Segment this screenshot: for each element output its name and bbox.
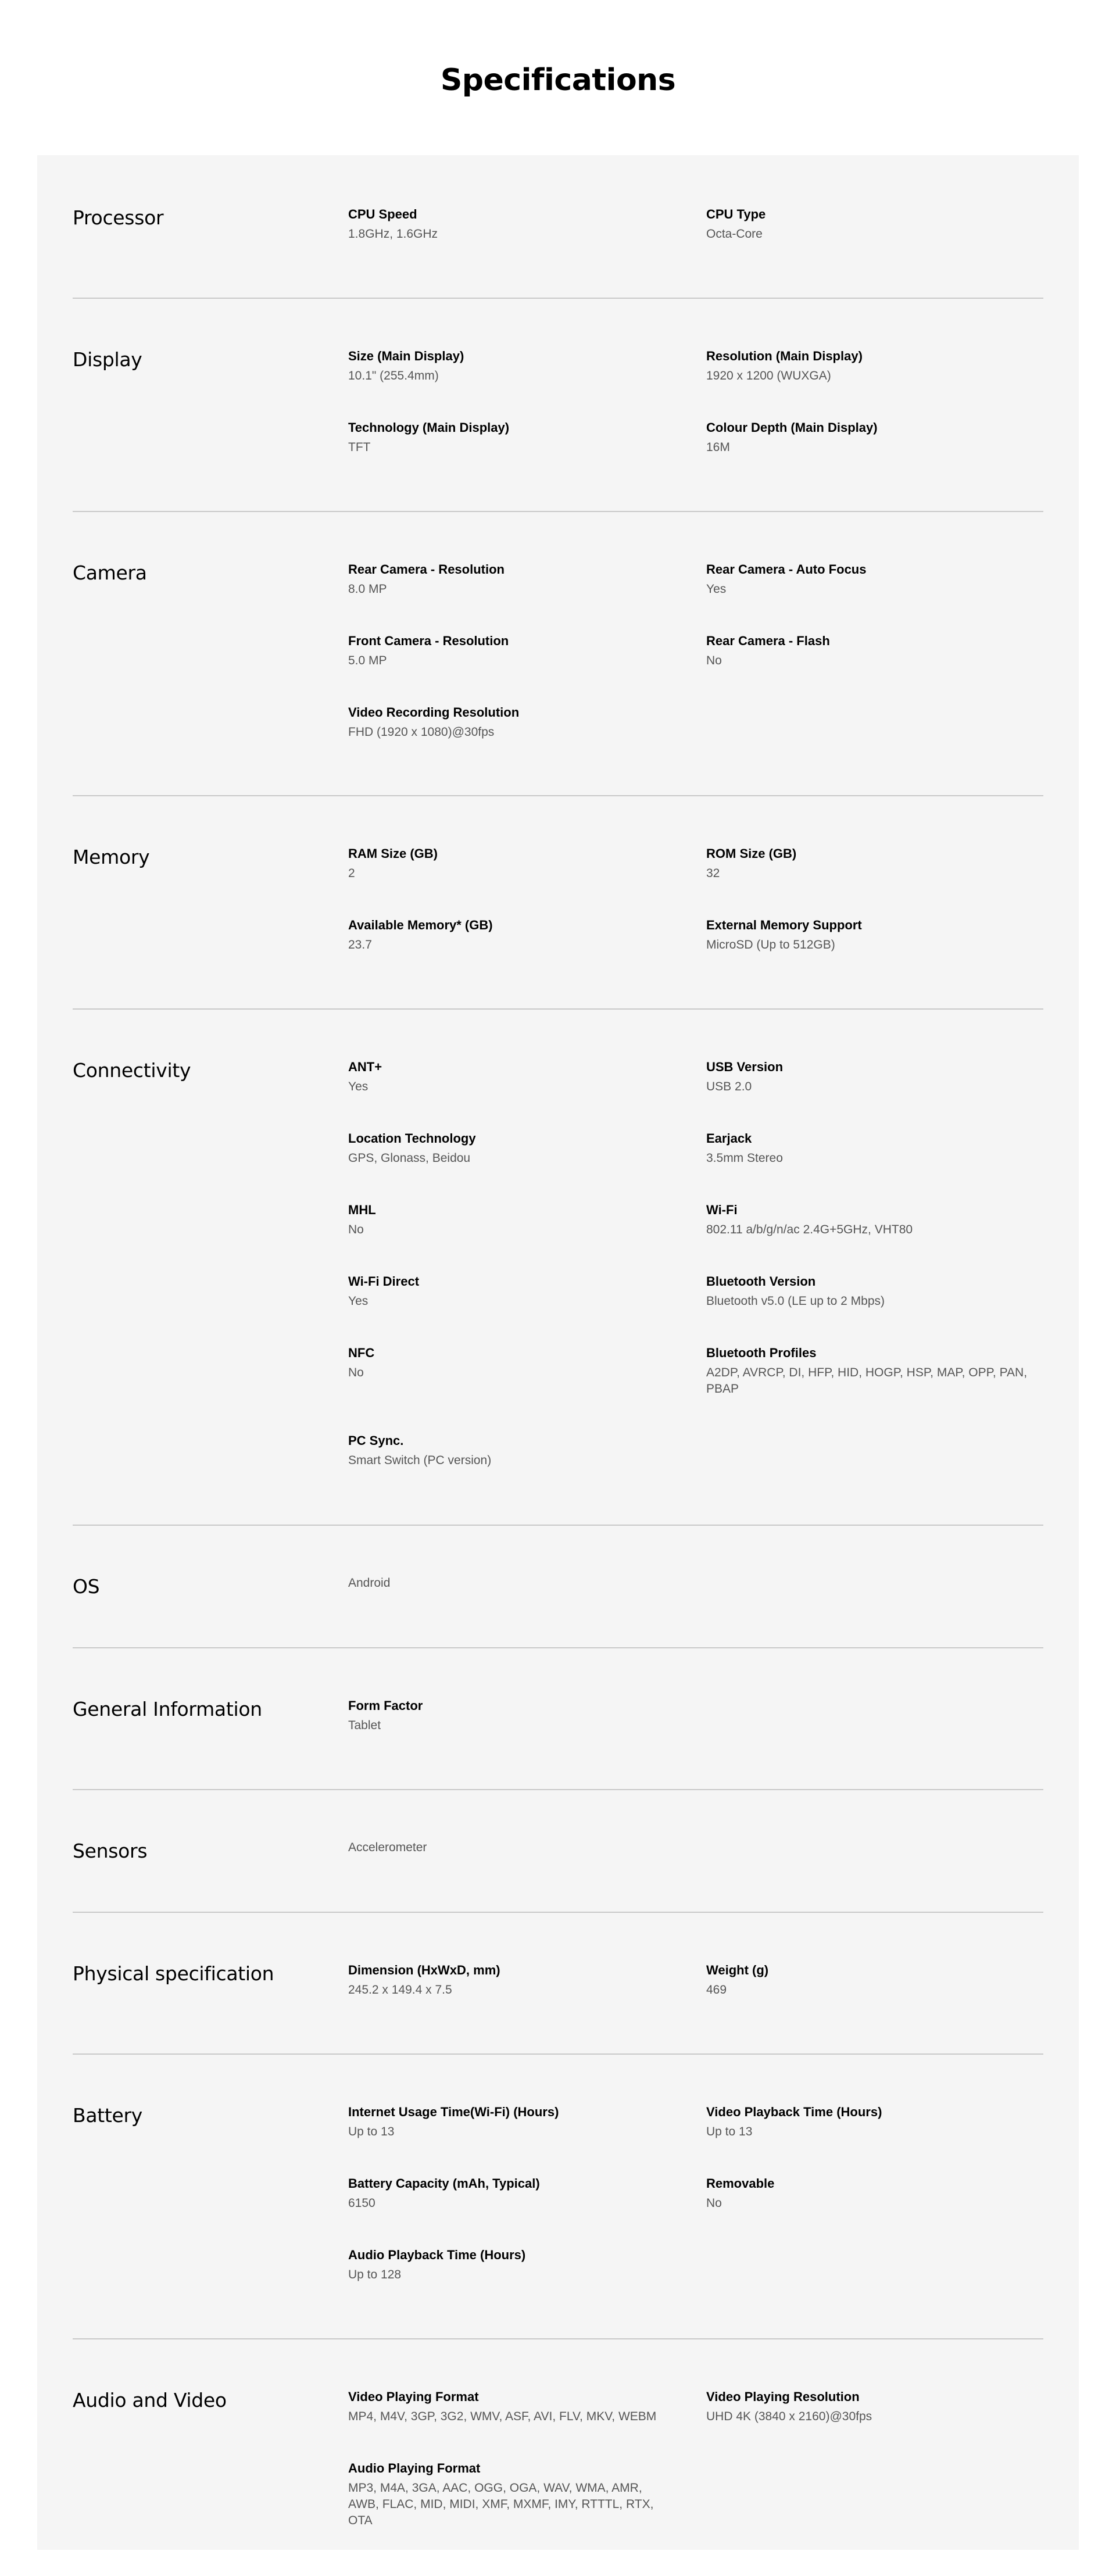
- spec-label: Front Camera - Resolution: [348, 634, 509, 648]
- spec-video-playback-time: [706, 2104, 1032, 2140]
- spec-label: Video Playing Format: [348, 2389, 479, 2404]
- spec-value: No: [706, 2196, 722, 2210]
- spec-value: A2DP, AVRCP, DI, HFP, HID, HOGP, HSP, MAP, OPP, PAN, PBAP: [706, 1366, 1028, 1396]
- spec-label: Dimension (HxWxD, mm): [348, 1963, 500, 1977]
- spec-value: USB 2.0: [706, 1080, 752, 1093]
- spec-label: Video Playing Resolution: [706, 2389, 860, 2404]
- spec-label: ROM Size (GB): [706, 846, 797, 861]
- spec-value: TFT: [348, 441, 371, 454]
- spec-label: ANT+: [348, 1060, 382, 1074]
- section-divider: [73, 1789, 1043, 1790]
- spec-cpu-type: [706, 206, 1032, 242]
- section-divider: [73, 2053, 1043, 2055]
- spec-label: PC Sync.: [348, 1433, 404, 1448]
- spec-label: Audio Playback Time (Hours): [348, 2248, 526, 2262]
- spec-bluetooth-profiles: [706, 1345, 1032, 1397]
- spec-label: NFC: [348, 1346, 375, 1360]
- spec-value: Yes: [706, 582, 727, 596]
- spec-label: MHL: [348, 1203, 376, 1217]
- spec-value: Up to 13: [348, 2125, 395, 2138]
- spec-label: Wi-Fi: [706, 1203, 738, 1217]
- spec-label: Location Technology: [348, 1131, 476, 1146]
- section-title: Memory: [73, 846, 150, 868]
- spec-available-memory: [348, 917, 674, 953]
- spec-dimension: [348, 1962, 674, 1998]
- spec-rom-size: [706, 846, 1032, 882]
- spec-label: Rear Camera - Flash: [706, 634, 830, 648]
- spec-label: CPU Type: [706, 207, 766, 221]
- spec-label: Rear Camera - Resolution: [348, 562, 505, 577]
- section-title: Battery: [73, 2104, 143, 2127]
- spec-value: 23.7: [348, 938, 372, 951]
- spec-value: 3.5mm Stereo: [706, 1151, 783, 1165]
- spec-video-playing-format: [348, 2389, 674, 2425]
- section-divider: [73, 1008, 1043, 1010]
- section-title: Camera: [73, 561, 147, 584]
- spec-value: No: [348, 1223, 364, 1236]
- spec-rear-camera-resolution: [348, 561, 674, 598]
- spec-label: Wi-Fi Direct: [348, 1274, 420, 1289]
- section-divider: [73, 298, 1043, 299]
- spec-label: Form Factor: [348, 1698, 423, 1713]
- spec-value: No: [706, 654, 722, 667]
- spec-value: MicroSD (Up to 512GB): [706, 938, 835, 951]
- spec-ant-plus: [348, 1059, 674, 1095]
- spec-pc-sync: [348, 1433, 674, 1469]
- spec-label: External Memory Support: [706, 918, 862, 932]
- spec-value: 8.0 MP: [348, 582, 387, 596]
- spec-label: Technology (Main Display): [348, 420, 510, 435]
- spec-wifi: [706, 1202, 1032, 1238]
- spec-value: Yes: [348, 1294, 369, 1308]
- spec-value: 469: [706, 1983, 727, 1997]
- section-title: Physical specification: [73, 1962, 274, 1985]
- spec-value: 32: [706, 867, 720, 880]
- spec-rear-camera-flash: [706, 633, 1032, 669]
- section-divider: [73, 511, 1043, 512]
- spec-value: Octa-Core: [706, 227, 763, 241]
- section-title: Audio and Video: [73, 2389, 227, 2412]
- spec-value: 245.2 x 149.4 x 7.5: [348, 1983, 452, 1997]
- spec-value: No: [348, 1366, 364, 1379]
- spec-sensors-value: Accelerometer: [348, 1841, 427, 1854]
- spec-value: UHD 4K (3840 x 2160)@30fps: [706, 2410, 872, 2423]
- spec-video-playing-resolution: [706, 2389, 1032, 2425]
- spec-colour-depth: [706, 420, 1032, 456]
- spec-weight: [706, 1962, 1032, 1998]
- spec-label: Bluetooth Profiles: [706, 1346, 817, 1360]
- spec-video-recording-resolution: [348, 704, 674, 740]
- spec-value: 16M: [706, 441, 730, 454]
- spec-audio-playback-time: [348, 2247, 674, 2283]
- spec-location-technology: [348, 1130, 674, 1167]
- page-title: Specifications: [440, 63, 676, 98]
- spec-value: 10.1" (255.4mm): [348, 369, 439, 382]
- spec-removable: [706, 2176, 1032, 2212]
- spec-label: RAM Size (GB): [348, 846, 438, 861]
- spec-label: Audio Playing Format: [348, 2461, 481, 2475]
- section-title: OS: [73, 1575, 100, 1598]
- spec-label: Weight (g): [706, 1963, 769, 1977]
- spec-label: Earjack: [706, 1131, 752, 1146]
- spec-label: Resolution (Main Display): [706, 349, 863, 363]
- section-divider: [73, 1647, 1043, 1648]
- spec-label: Removable: [706, 2176, 775, 2191]
- spec-front-camera-resolution: [348, 633, 674, 669]
- spec-label: Video Recording Resolution: [348, 705, 520, 720]
- spec-label: Battery Capacity (mAh, Typical): [348, 2176, 540, 2191]
- spec-bluetooth-version: [706, 1273, 1032, 1310]
- spec-form-factor: [348, 1698, 674, 1734]
- section-title: Processor: [73, 206, 164, 229]
- section-divider: [73, 795, 1043, 796]
- spec-label: CPU Speed: [348, 207, 417, 221]
- spec-value: Up to 13: [706, 2125, 753, 2138]
- section-title: Display: [73, 348, 142, 371]
- section-title: Sensors: [73, 1840, 148, 1862]
- spec-mhl: [348, 1202, 674, 1238]
- spec-os-value: Android: [348, 1576, 391, 1590]
- spec-ram-size: [348, 846, 674, 882]
- section-title: General Information: [73, 1698, 262, 1720]
- spec-label: Video Playback Time (Hours): [706, 2105, 882, 2119]
- spec-value: 6150: [348, 2196, 375, 2210]
- spec-usb-version: [706, 1059, 1032, 1095]
- spec-size-main-display: [348, 348, 674, 384]
- spec-value: Smart Switch (PC version): [348, 1454, 492, 1467]
- spec-value: GPS, Glonass, Beidou: [348, 1151, 471, 1165]
- spec-label: Internet Usage Time(Wi-Fi) (Hours): [348, 2105, 559, 2119]
- spec-value: 802.11 a/b/g/n/ac 2.4G+5GHz, VHT80: [706, 1223, 913, 1236]
- spec-external-memory: [706, 917, 1032, 953]
- spec-battery-capacity: [348, 2176, 674, 2212]
- spec-cpu-speed: [348, 206, 674, 242]
- section-divider: [73, 1525, 1043, 1526]
- specifications-panel: [37, 155, 1079, 2550]
- spec-value: Up to 128: [348, 2268, 402, 2281]
- spec-value: 1.8GHz, 1.6GHz: [348, 227, 438, 241]
- spec-value: MP3, M4A, 3GA, AAC, OGG, OGA, WAV, WMA, AMR, AWB, FLAC, MID, MIDI, XMF, MXMF, IMY, RTTTL, RTX, OTA: [348, 2481, 654, 2527]
- spec-label: Size (Main Display): [348, 349, 464, 363]
- spec-resolution-main-display: [706, 348, 1032, 384]
- spec-label: Bluetooth Version: [706, 1274, 816, 1289]
- spec-value: Bluetooth v5.0 (LE up to 2 Mbps): [706, 1294, 885, 1308]
- spec-value: Yes: [348, 1080, 369, 1093]
- spec-value: MP4, M4V, 3GP, 3G2, WMV, ASF, AVI, FLV, MKV, WEBM: [348, 2410, 657, 2423]
- section-title: Connectivity: [73, 1059, 191, 1082]
- section-divider: [73, 2338, 1043, 2339]
- spec-label: Colour Depth (Main Display): [706, 420, 878, 435]
- spec-internet-usage-time: [348, 2104, 674, 2140]
- spec-value: Tablet: [348, 1719, 381, 1732]
- spec-value: 2: [348, 867, 355, 880]
- spec-label: Available Memory* (GB): [348, 918, 493, 932]
- spec-label: Rear Camera - Auto Focus: [706, 562, 867, 577]
- spec-technology-main-display: [348, 420, 674, 456]
- spec-audio-playing-format: [348, 2460, 674, 2529]
- spec-rear-camera-autofocus: [706, 561, 1032, 598]
- spec-label: USB Version: [706, 1060, 784, 1074]
- spec-earjack: [706, 1130, 1032, 1167]
- spec-value: 5.0 MP: [348, 654, 387, 667]
- spec-value: 1920 x 1200 (WUXGA): [706, 369, 831, 382]
- spec-wifi-direct: [348, 1273, 674, 1310]
- spec-nfc: [348, 1345, 674, 1381]
- section-divider: [73, 1912, 1043, 1913]
- spec-value: FHD (1920 x 1080)@30fps: [348, 725, 495, 739]
